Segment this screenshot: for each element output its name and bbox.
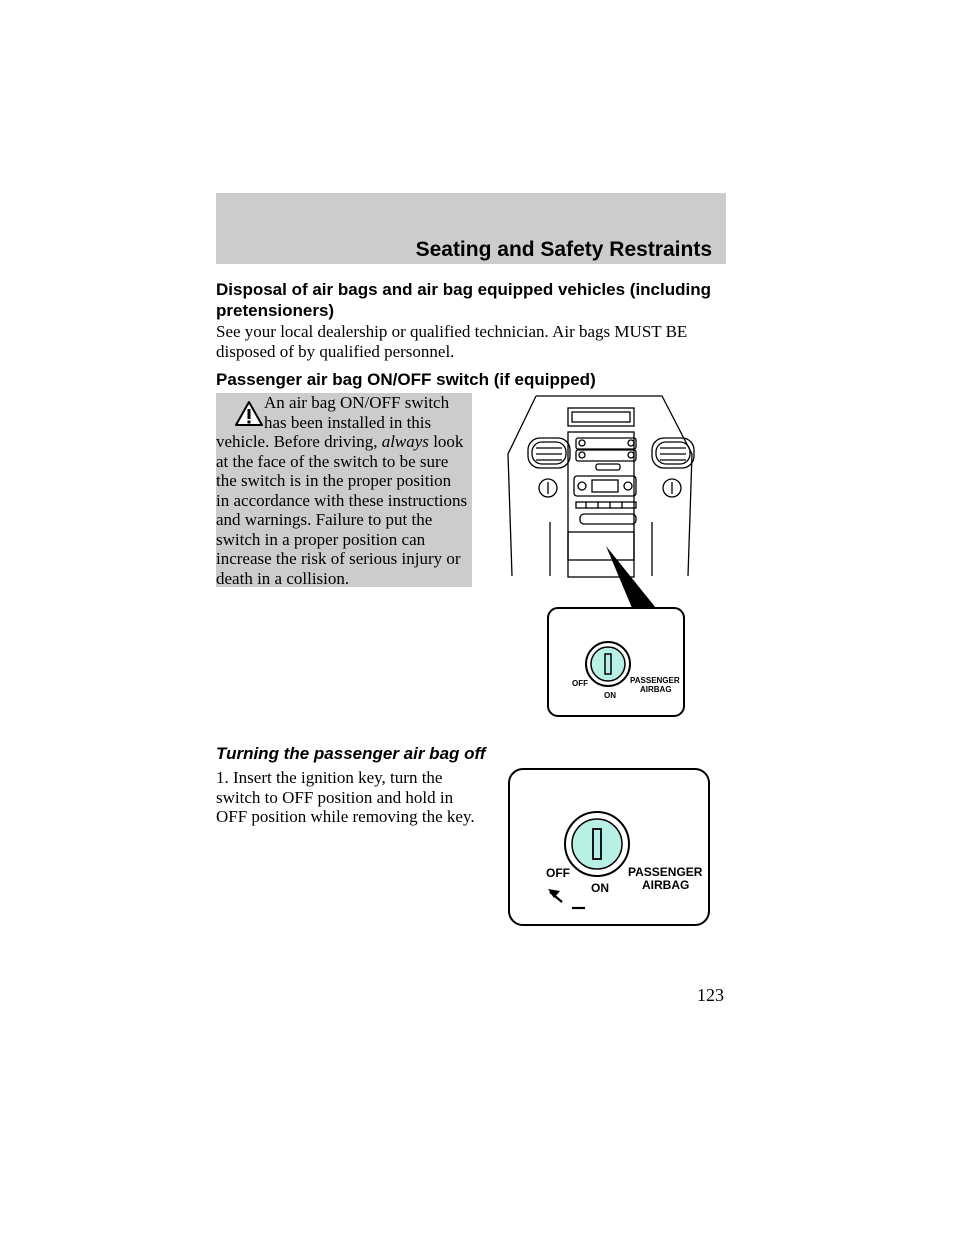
warning-emphasis: always [381, 432, 429, 451]
disposal-heading: Disposal of air bags and air bag equipped vehicles (including pretensioners) [216, 280, 711, 320]
switch-heading: Passenger air bag ON/OFF switch (if equipped) [216, 370, 596, 389]
small-switch-airbag-label: AIRBAG [640, 685, 672, 694]
large-switch-passenger-label: PASSENGER [628, 865, 703, 879]
section-title: Seating and Safety Restraints [415, 238, 712, 261]
large-switch-airbag-label: AIRBAG [642, 878, 690, 892]
section-header-band [216, 193, 726, 264]
large-switch-off-label: OFF [546, 866, 570, 880]
warning-text-part1: An air bag ON/OFF switch has been installed in this vehicle. Before driving, [216, 393, 450, 451]
large-switch-on-label: ON [591, 881, 609, 895]
page-number: 123 [697, 985, 724, 1005]
small-switch-on-label: ON [604, 691, 616, 700]
turning-off-heading: Turning the passenger air bag off [216, 744, 486, 763]
warning-text [216, 393, 468, 588]
step-1-text: 1. Insert the ignition key, turn the switch to OFF position and hold in OFF position while removing the key. [216, 768, 475, 826]
passenger-airbag-switch-figure [506, 766, 712, 928]
small-switch-passenger-label: PASSENGER [630, 676, 680, 685]
dashboard-switch-illustration [500, 392, 700, 722]
disposal-body: See your local dealership or qualified technician. Air bags MUST BE disposed of by qualified personnel. [216, 322, 688, 361]
warning-text-part2: look at the face of the switch to be sure the switch is in the proper position in accordance with these instructions and warnings. Failure to put the switch in a proper position can increase the risk of serious injury or death in a collision. [216, 432, 468, 588]
warning-box [216, 393, 472, 587]
small-switch-off-label: OFF [572, 679, 588, 688]
